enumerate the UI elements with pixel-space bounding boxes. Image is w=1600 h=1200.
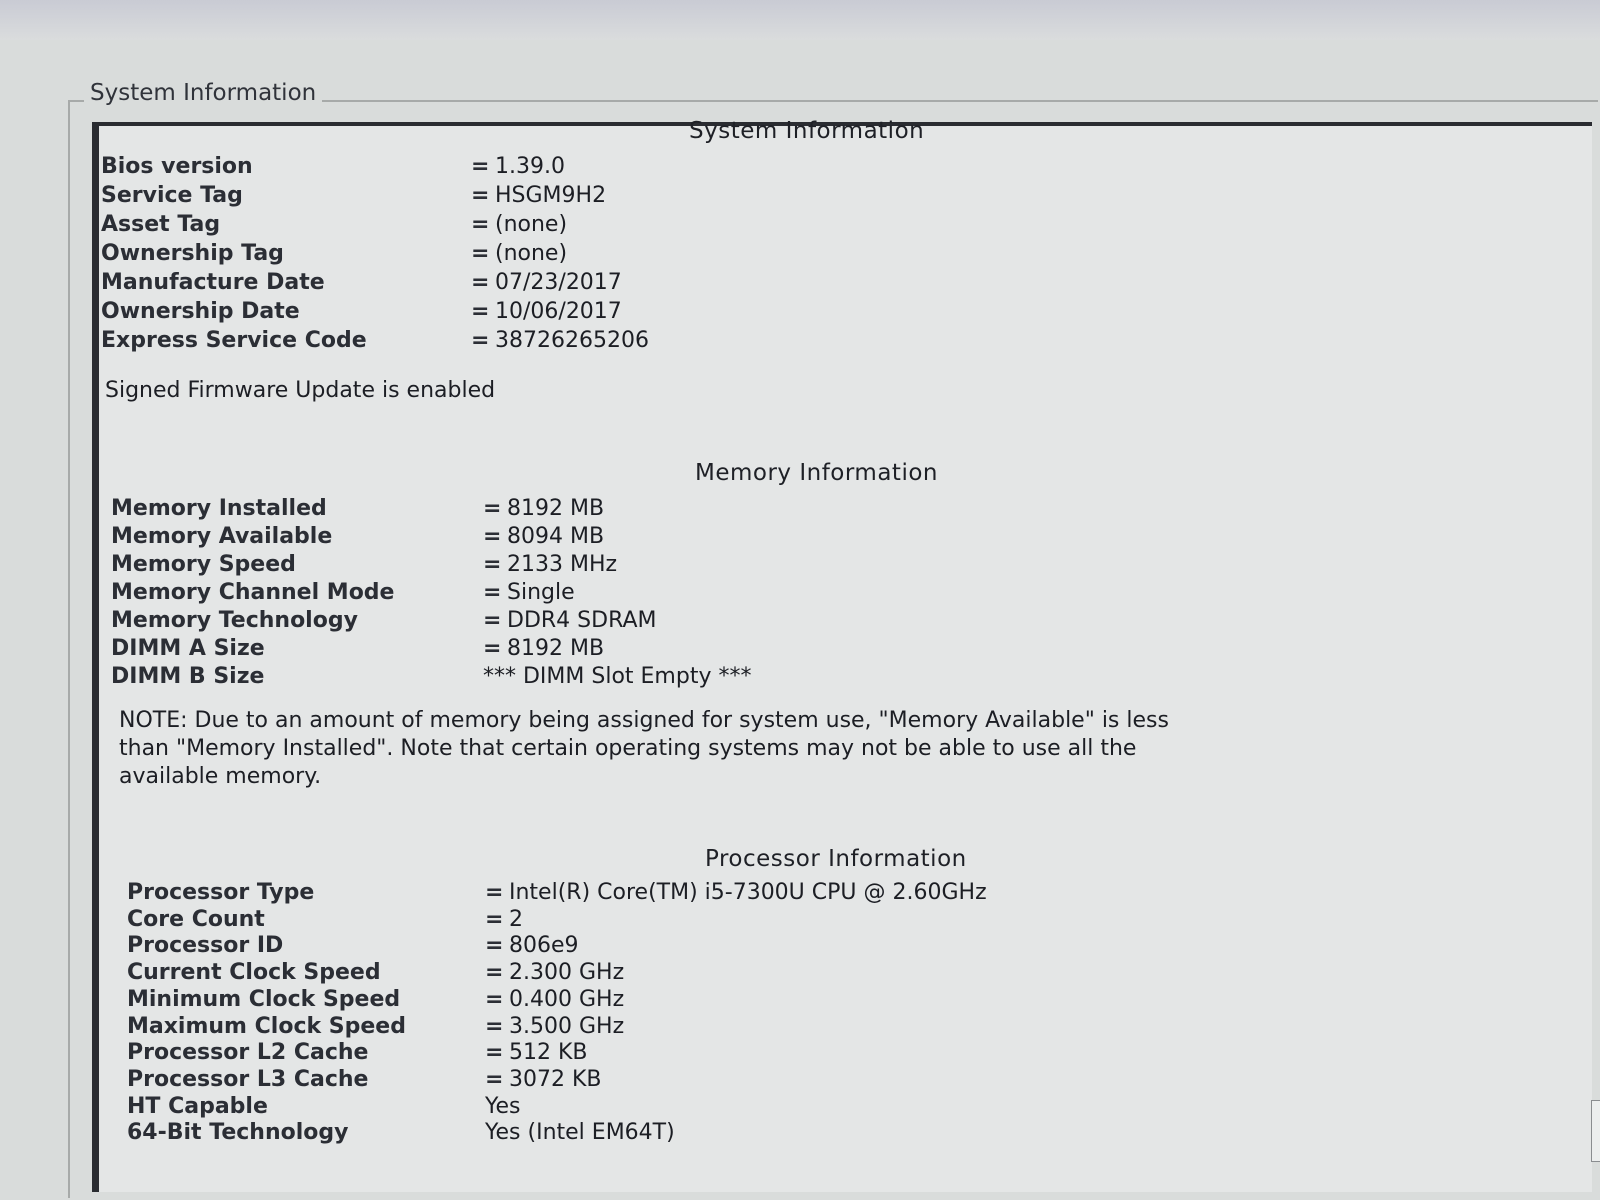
memory-row-value: 2133 MHz xyxy=(507,552,618,577)
memory-row-value: 8192 MB xyxy=(507,496,605,521)
memory-row-label: Memory Technology xyxy=(111,608,358,633)
system-row-equals: = xyxy=(471,270,490,295)
system-row-label: Ownership Date xyxy=(101,299,300,324)
processor-row-equals: = xyxy=(485,1013,504,1039)
memory-row-equals: = xyxy=(483,608,502,633)
processor-row xyxy=(127,1067,1327,1095)
system-row xyxy=(101,183,1301,211)
memory-row xyxy=(111,496,1311,524)
processor-row xyxy=(127,907,1327,935)
system-row-value: 1.39.0 xyxy=(495,154,565,179)
memory-row-label: DIMM B Size xyxy=(111,664,265,689)
memory-row-label: Memory Installed xyxy=(111,496,327,521)
system-row-equals: = xyxy=(471,299,490,324)
processor-row-value: 0.400 GHz xyxy=(509,986,625,1012)
memory-row xyxy=(111,552,1311,580)
processor-row-equals: = xyxy=(485,960,504,986)
processor-row-value: Yes (Intel EM64T) xyxy=(485,1120,675,1146)
memory-row-label: Memory Channel Mode xyxy=(111,580,395,605)
memory-row-equals: = xyxy=(483,636,502,661)
system-row-value: 07/23/2017 xyxy=(495,270,622,295)
system-row-value: 38726265206 xyxy=(495,328,649,353)
memory-row xyxy=(111,664,1311,692)
memory-note-line-2: than "Memory Installed". Note that certain operating systems may not be able to use all the xyxy=(119,736,1137,761)
processor-information-heading: Processor Information xyxy=(705,846,967,872)
processor-row xyxy=(127,1094,1327,1122)
processor-row-value: 3.500 GHz xyxy=(509,1013,625,1039)
processor-row-value: Intel(R) Core(TM) i5-7300U CPU @ 2.60GHz xyxy=(509,880,987,905)
system-row-value: (none) xyxy=(495,212,568,237)
system-row-label: Express Service Code xyxy=(101,328,367,353)
system-row xyxy=(101,328,1301,356)
processor-row-value: 512 KB xyxy=(509,1040,588,1066)
system-row xyxy=(101,154,1301,182)
processor-row-label: Processor L3 Cache xyxy=(127,1066,369,1092)
memory-row-value: DDR4 SDRAM xyxy=(507,608,657,633)
signed-firmware-status: Signed Firmware Update is enabled xyxy=(105,378,496,403)
system-information-panel[interactable] xyxy=(92,118,1592,1192)
processor-row-label: 64-Bit Technology xyxy=(127,1120,349,1146)
system-row-label: Asset Tag xyxy=(101,212,221,237)
memory-row xyxy=(111,580,1311,608)
system-row-label: Manufacture Date xyxy=(101,270,325,295)
memory-row-label: DIMM A Size xyxy=(111,636,265,661)
processor-row-label: Current Clock Speed xyxy=(127,960,381,986)
system-row-equals: = xyxy=(471,183,490,208)
memory-row-value: Single xyxy=(507,580,575,605)
memory-row-value: *** DIMM Slot Empty *** xyxy=(483,664,752,689)
processor-row-label: Processor ID xyxy=(127,933,284,959)
processor-row xyxy=(127,880,1327,908)
processor-row-equals: = xyxy=(485,1040,504,1066)
memory-row-equals: = xyxy=(483,580,502,605)
processor-row xyxy=(127,1014,1327,1042)
system-information-heading: System Information xyxy=(689,118,925,144)
processor-row-label: Minimum Clock Speed xyxy=(127,986,401,1012)
processor-row xyxy=(127,933,1327,961)
processor-row-equals: = xyxy=(485,906,504,932)
processor-row-value: 2 xyxy=(509,906,523,932)
scroll-edge[interactable] xyxy=(1591,1100,1600,1162)
system-row-equals: = xyxy=(471,328,490,353)
memory-information-heading: Memory Information xyxy=(695,460,938,486)
processor-row xyxy=(127,987,1327,1015)
system-row xyxy=(101,299,1301,327)
processor-row-label: Processor L2 Cache xyxy=(127,1040,369,1066)
processor-row xyxy=(127,1040,1327,1068)
processor-row-label: HT Capable xyxy=(127,1093,268,1119)
memory-row-equals: = xyxy=(483,552,502,577)
memory-row-equals: = xyxy=(483,496,502,521)
processor-row xyxy=(127,960,1327,988)
memory-row-value: 8094 MB xyxy=(507,524,605,549)
memory-row xyxy=(111,608,1311,636)
processor-row-label: Processor Type xyxy=(127,880,315,905)
system-row-equals: = xyxy=(471,241,490,266)
system-row-value: (none) xyxy=(495,241,568,266)
memory-row-label: Memory Speed xyxy=(111,552,296,577)
top-window-strip xyxy=(0,0,1600,40)
groupbox-title: System Information xyxy=(84,80,322,106)
memory-note-line-3: available memory. xyxy=(119,764,322,789)
processor-row-equals: = xyxy=(485,986,504,1012)
processor-row-value: 2.300 GHz xyxy=(509,960,625,986)
processor-row-value: Yes xyxy=(485,1093,521,1119)
system-row-equals: = xyxy=(471,154,490,179)
processor-row-equals: = xyxy=(485,933,504,959)
system-row-label: Service Tag xyxy=(101,183,243,208)
processor-row-label: Core Count xyxy=(127,906,265,932)
processor-row-label: Maximum Clock Speed xyxy=(127,1013,406,1039)
processor-row xyxy=(127,1120,1327,1148)
processor-row-equals: = xyxy=(485,1066,504,1092)
system-row xyxy=(101,270,1301,298)
system-row xyxy=(101,241,1301,269)
processor-row-value: 3072 KB xyxy=(509,1066,602,1092)
system-row-label: Ownership Tag xyxy=(101,241,284,266)
processor-row-equals: = xyxy=(485,880,504,905)
system-row xyxy=(101,212,1301,240)
memory-row xyxy=(111,636,1311,664)
system-row-label: Bios version xyxy=(101,154,253,179)
memory-row-value: 8192 MB xyxy=(507,636,605,661)
system-row-value: 10/06/2017 xyxy=(495,299,622,324)
memory-row xyxy=(111,524,1311,552)
memory-row-label: Memory Available xyxy=(111,524,333,549)
system-row-equals: = xyxy=(471,212,490,237)
memory-row-equals: = xyxy=(483,524,502,549)
memory-note-line-1: NOTE: Due to an amount of memory being assigned for system use, "Memory Available" is less xyxy=(119,708,1169,733)
processor-row-value: 806e9 xyxy=(509,933,579,959)
system-row-value: HSGM9H2 xyxy=(495,183,607,208)
